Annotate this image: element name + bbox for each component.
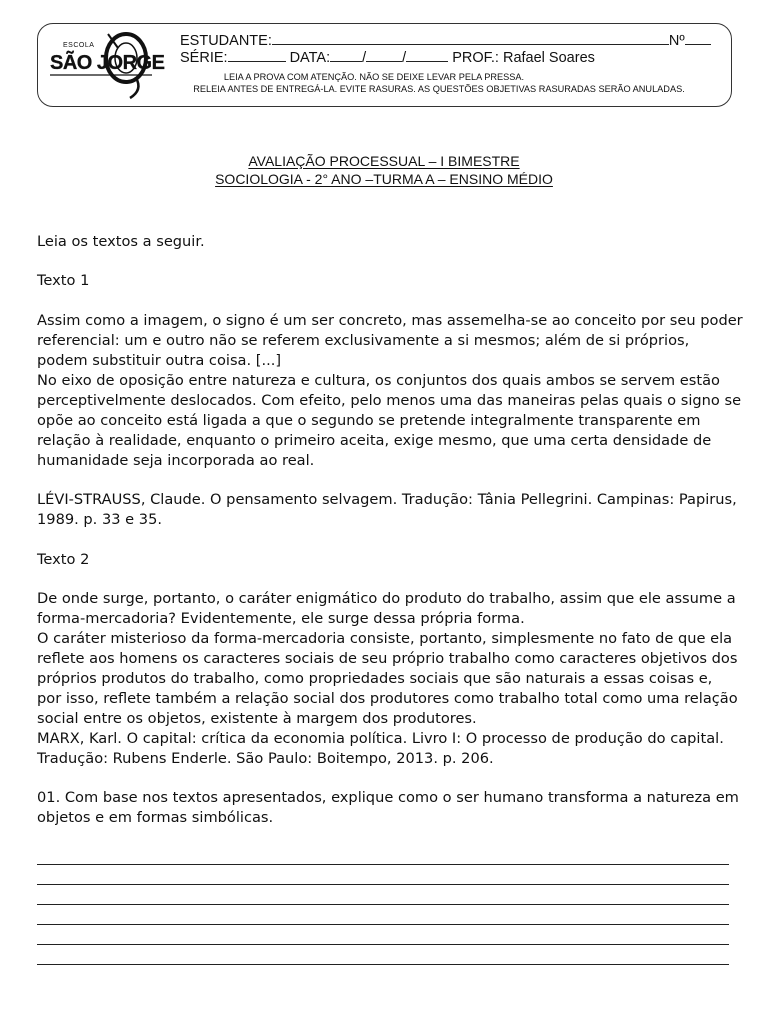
citation-line: LÉVI-STRAUSS, Claude. O pensamento selvagem. Tradução: Tânia Pellegrini. Campinas: Papirus, [37,491,737,508]
prof-label: PROF.: Rafael Soares [452,50,595,66]
texto-1-citation [37,490,737,530]
serie-date-row [180,49,595,66]
paragraph-line: O caráter misterioso da forma-mercadoria consiste, portanto, simplesmente no fato de que ela [37,630,733,647]
date-separator: / [362,50,367,66]
date-label: DATA: [289,50,331,66]
logo-main-text: SÃO JORGE [50,52,165,74]
answer-line[interactable] [37,924,729,925]
answer-line[interactable] [37,864,729,865]
serie-field[interactable] [228,49,286,62]
citation-line: 1989. p. 33 e 35. [37,511,162,528]
texto-1-heading: Texto 1 [37,272,90,289]
answer-line[interactable] [37,884,729,885]
date-separator: / [402,50,407,66]
paragraph-line: humanidade seja incorporada ao real. [37,452,315,469]
texto-2-body [37,589,737,769]
notice-line-2: RELEIA ANTES DE ENTREGÁ-LA. EVITE RASURAS. AS QUESTÕES OBJETIVAS RASURADAS SERÃO ANULADAS. [193,84,685,94]
paragraph-line: por isso, reflete também a relação social dos produtores como trabalho total como uma relação [37,690,738,707]
student-name-field[interactable] [272,32,669,45]
paragraph-line: social entre os objetos, existente à margem dos produtores. [37,710,477,727]
exam-header [37,23,732,107]
paragraph-line: perceptivelmente deslocados. Com efeito, pelo menos uma das maneiras pelas quais o signo se [37,392,742,409]
serie-label: SÉRIE: [180,50,228,66]
paragraph-line: próprios produtos do trabalho, como propriedades sociais que são naturais a essas coisas e, [37,670,713,687]
date-year-field[interactable] [406,49,448,62]
number-label: Nº [668,33,685,49]
answer-line[interactable] [37,944,729,945]
logo-small-text: ESCOLA [63,42,95,49]
date-month-field[interactable] [366,49,402,62]
notice-line-1: LEIA A PROVA COM ATENÇÃO. NÃO SE DEIXE LEVAR PELA PRESSA. [223,72,525,82]
answer-line[interactable] [37,964,729,965]
paragraph-line: De onde surge, portanto, o caráter enigmático do produto do trabalho, assim que ele assume a [37,590,736,607]
question-line: objetos e em formas simbólicas. [37,809,274,826]
paragraph-line: forma-mercadoria? Evidentemente, ele surge dessa própria forma. [37,610,525,627]
paragraph-line: relação à realidade, enquanto o primeiro aceita, exige mesmo, que uma certa densidade de [37,432,712,449]
citation-line: MARX, Karl. O capital: crítica da economia política. Livro I: O processo de produção do capital. [37,730,724,747]
question-line: 01. Com base nos textos apresentados, explique como o ser humano transforma a natureza em [37,789,739,806]
texto-2-heading: Texto 2 [37,551,90,568]
student-number-field[interactable] [685,32,711,45]
paragraph-line: reflete aos homens os caracteres sociais de seu próprio trabalho como caracteres objetivos dos [37,650,738,667]
paragraph-line: No eixo de oposição entre natureza e cultura, os conjuntos dos quais ambos se servem estão [37,372,720,389]
date-day-field[interactable] [330,49,362,62]
exam-title-line-1: AVALIAÇÃO PROCESSUAL – I BIMESTRE [248,153,520,169]
answer-line[interactable] [37,904,729,905]
paragraph-line: podem substituir outra coisa. [...] [37,352,282,369]
paragraph-line: Assim como a imagem, o signo é um ser concreto, mas assemelha-se ao conceito por seu poder [37,312,743,329]
school-logo [48,28,165,102]
intro-text: Leia os textos a seguir. [37,233,205,250]
exam-title-line-2: SOCIOLOGIA - 2° ANO –TURMA A – ENSINO MÉDIO [215,171,553,187]
question-01 [37,788,737,828]
student-field-row [180,32,711,49]
paragraph-line: referencial: um e outro não se referem exclusivamente a si mesmos; além de si próprios, [37,332,690,349]
student-label: ESTUDANTE: [180,33,272,49]
citation-line: Tradução: Rubens Enderle. São Paulo: Boitempo, 2013. p. 206. [37,750,494,767]
paragraph-line: opõe ao conceito está ligada a que o segundo se pretende integralmente transparente em [37,412,701,429]
texto-1-body [37,311,743,471]
